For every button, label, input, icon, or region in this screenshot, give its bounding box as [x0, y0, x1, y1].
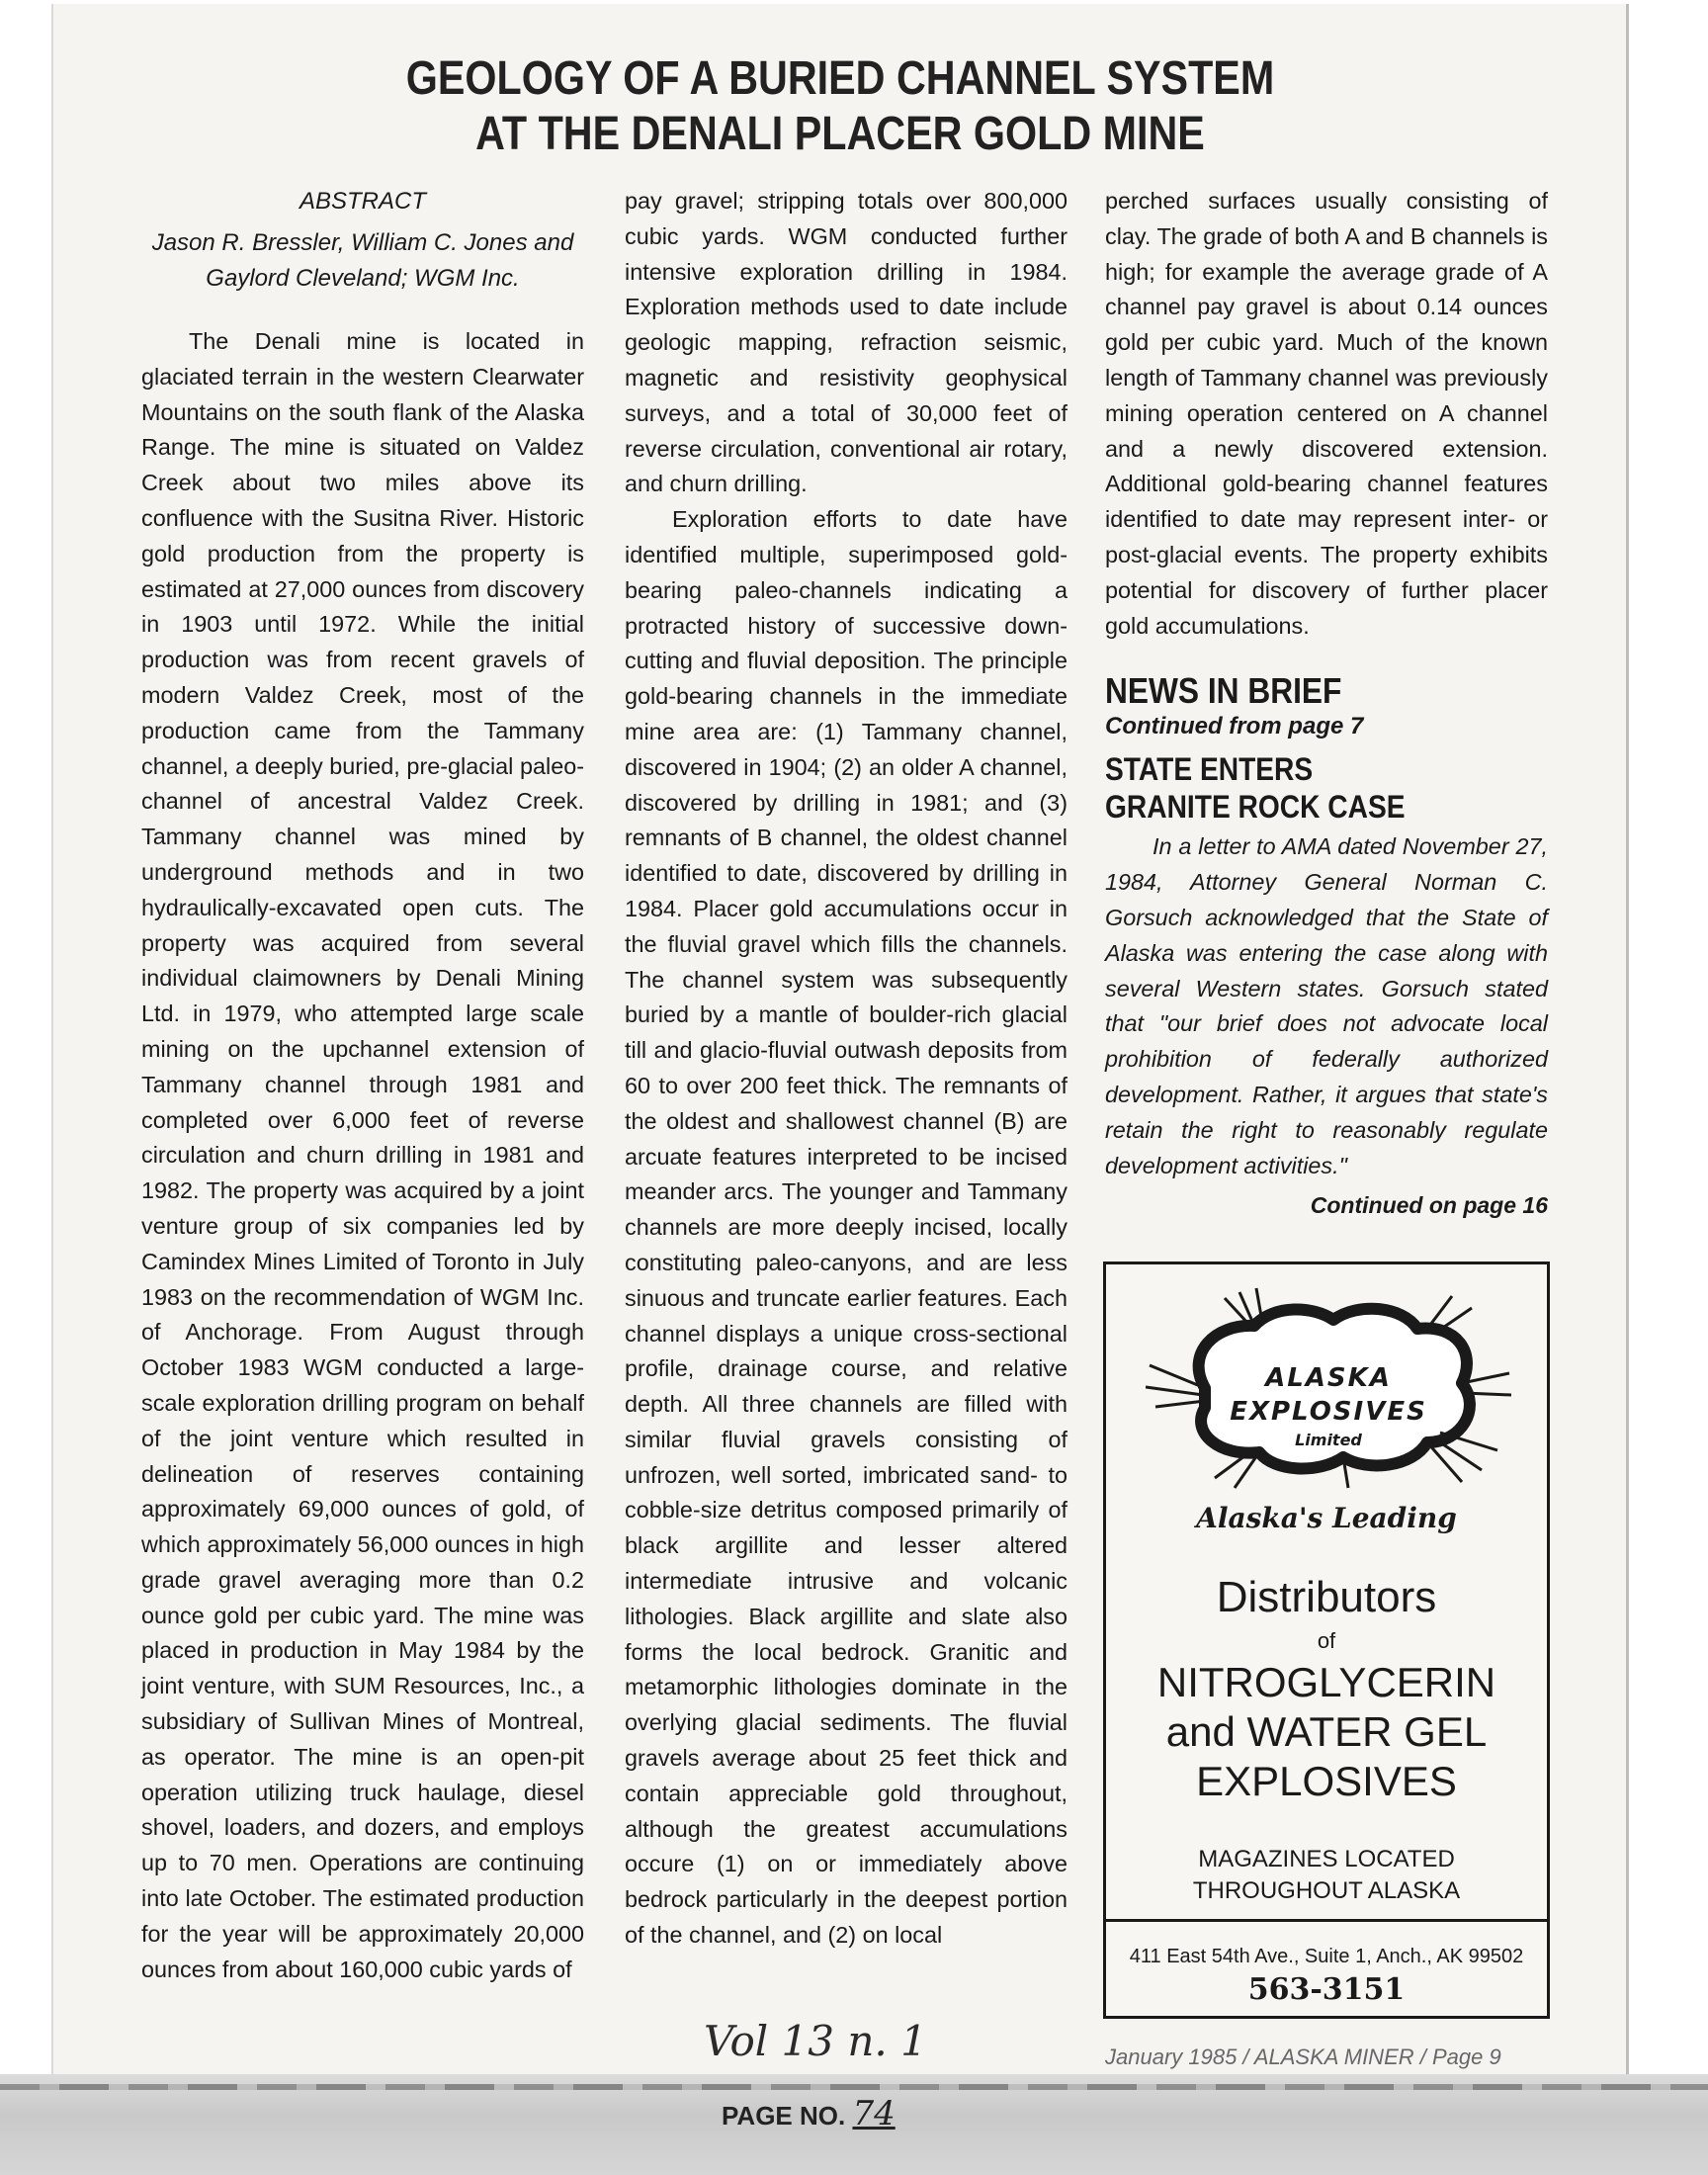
- news-heading: NEWS IN BRIEF: [1105, 670, 1342, 712]
- ad-address: 411 East 54th Ave., Suite 1, Anch., AK 99502: [1129, 1946, 1524, 1967]
- advertisement: [1103, 1262, 1550, 2019]
- company-logo: [1146, 1284, 1511, 1492]
- news-body: In a letter to AMA dated November 27, 1984, Attorney General Norman C. Gorsuch acknowledged that the State of Alaska was entering the case along with several Western states. Gorsuch stated that "our brief does not advocate local prohibition of federally authorized development. Rather, it argues that state's retain the right to reasonably regulate development activities.": [1105, 833, 1548, 1178]
- ad-product-line-2: and WATER GEL: [1165, 1708, 1488, 1755]
- ad-magazines-line-2: THROUGHOUT ALASKA: [1192, 1877, 1461, 1904]
- page-footer: January 1985 / ALASKA MINER / Page 9: [1105, 2044, 1501, 2069]
- logo-text: [1146, 1361, 1511, 1452]
- ad-magazines-line-1: MAGAZINES LOCATED: [1198, 1846, 1455, 1872]
- ad-products: [1106, 1658, 1547, 1806]
- ad-contact-box: [1106, 1919, 1547, 2019]
- title-line-2: AT THE DENALI PLACER GOLD MINE: [475, 108, 1205, 160]
- handwritten-note: Vol 13 n. 1: [704, 2017, 927, 2065]
- ad-phone: 563-3151: [1247, 1972, 1406, 2007]
- ad-tagline: Alaska's Leading: [1196, 1502, 1457, 1534]
- authors-line-1: Jason R. Bressler, William C. Jones and: [151, 229, 574, 256]
- logo-line-2: EXPLOSIVES: [1230, 1397, 1427, 1427]
- ad-product-line-3: EXPLOSIVES: [1196, 1758, 1457, 1804]
- abstract-heading: ABSTRACT: [299, 188, 426, 215]
- article-title: [162, 51, 1519, 162]
- authors: [141, 225, 584, 297]
- authors-line-2: Gaylord Cleveland; WGM Inc.: [206, 265, 520, 292]
- page-no-label: PAGE NO.: [722, 2101, 846, 2131]
- column-2: [625, 184, 1068, 1954]
- ad-product-line-1: NITROGLYCERIN: [1156, 1659, 1496, 1705]
- news-continued-on: Continued on page 16: [1310, 1192, 1548, 1219]
- article-paragraph-1: The Denali mine is located in glaciated terrain in the western Clearwater Mountains on the south flank of the Alaska Range. The mine is situated on Valdez Creek about two miles above its confluence with the Susitna River. Historic gold production from the property is estimated at 27,000 ounces from discovery in 1903 until 1972. While the initial production was from recent gravels of modern Valdez Creek, most of the production came from the Tammany channel, a deeply buried, pre-glacial paleo-channel of ancestral Valdez Creek. Tammany channel was mined by underground methods and in two hydraulically-excavated open cuts. The property was acquired from several individual claimowners by Denali Mining Ltd. in 1979, who attempted large scale mining on the upchannel extension of Tammany channel through 1981 and completed over 6,000 feet of reverse circulation and churn drilling in 1981 and 1982. The property was acquired by a joint venture group of six companies led by Camindex Mines Limited of Toronto in July 1983 on the recommendation of WGM Inc. of Anchorage. From August through October 1983 WGM conducted a large-scale exploration drilling program on behalf of the joint venture which resulted in delineation of reserves containing approximately 69,000 ounces of gold, of which approximately 56,000 ounces in high grade gravel averaging more than 0.2 ounce gold per cubic yard. The mine was placed in production in May 1984 by the joint venture, with SUM Resources, Inc., a subsidiary of Sullivan Mines of Montreal, as operator. The mine is an open-pit operation utilizing truck haulage, diesel shovel, loaders, and dozers, and employs up to 70 men. Operations are continuing into late October. The estimated production for the year will be approximately 20,000 ounces from about 160,000 cubic yards of: [141, 328, 584, 1982]
- article-paragraph-4: perched surfaces usually consisting of clay. The grade of both A and B channels is high; for example the average grade of A channel pay gravel is about 0.14 ounces gold per cubic yard. Much of the known length of Tammany channel was previously mining operation centered on A channel and a newly discovered extension. Additional gold-bearing channel features identified to date may represent inter- or post-glacial events. The property exhibits potential for discovery of further placer gold accumulations.: [1105, 188, 1548, 639]
- ad-distributors: Distributors: [1216, 1573, 1437, 1621]
- news-continued-from: Continued from page 7: [1105, 713, 1364, 740]
- page-no-value: 74: [852, 2094, 896, 2133]
- column-1: [141, 184, 584, 1987]
- column-3: [1105, 184, 1548, 1223]
- case-title-line-1: STATE ENTERS: [1105, 751, 1314, 788]
- title-line-1: GEOLOGY OF A BURIED CHANNEL SYSTEM: [405, 52, 1275, 105]
- article-paragraph-2: pay gravel; stripping totals over 800,000 cubic yards. WGM conducted further intensive exploration drilling in 1984. Exploration methods used to date include geologic mapping, refraction seismic, magnetic and resistivity geophysical surveys, and a total of 30,000 feet of reverse circulation, conventional air rotary, and churn drilling.: [625, 188, 1068, 497]
- case-title-line-2: GRANITE ROCK CASE: [1105, 789, 1406, 826]
- logo-line-1: ALASKA: [1265, 1363, 1392, 1393]
- case-title: [1105, 750, 1494, 826]
- ad-magazines: [1106, 1844, 1547, 1907]
- page-number-stamp: [722, 2094, 896, 2133]
- article-paragraph-3: Exploration efforts to date have identified multiple, superimposed gold-bearing paleo-channels indicating a protracted history of successive down-cutting and fluvial deposition. The principle gold-bearing channels in the immediate mine area are: (1) Tammany channel, discovered in 1904; (2) an older A channel, discovered by drilling in 1981; and (3) remnants of B channel, the oldest channel identified to date, discovered by drilling in 1984. Placer gold accumulations occur in the fluvial gravel which fills the channels. The channel system was subsequently buried by a mantle of boulder-rich glacial till and glacio-fluvial outwash deposits from 60 to over 200 feet thick. The remnants of the oldest and shallowest channel (B) are arcuate features interpreted to be incised meander arcs. The younger and Tammany channels are more deeply incised, locally constituting paleo-canyons, and are less sinuous and truncate earlier features. Each channel displays a unique cross-sectional profile, drainage course, and relative depth. All three channels are filled with similar fluvial gravels consisting of unfrozen, well sorted, imbricated sand- to cobble-size detritus composed primarily of black argillite and lesser altered intermediate intrusive and volcanic lithologies. Black argillite and slate also forms the local bedrock. Granitic and metamorphic lithologies dominate in the overlying glacial sediments. The fluvial gravels average about 25 feet thick and contain appreciable gold throughout, although the greatest accumulations occure (1) on or immediately above bedrock particularly in the deepest portion of the channel, and (2) on local: [625, 506, 1068, 1949]
- ad-of: of: [1317, 1628, 1336, 1653]
- logo-line-3: Limited: [1295, 1431, 1362, 1449]
